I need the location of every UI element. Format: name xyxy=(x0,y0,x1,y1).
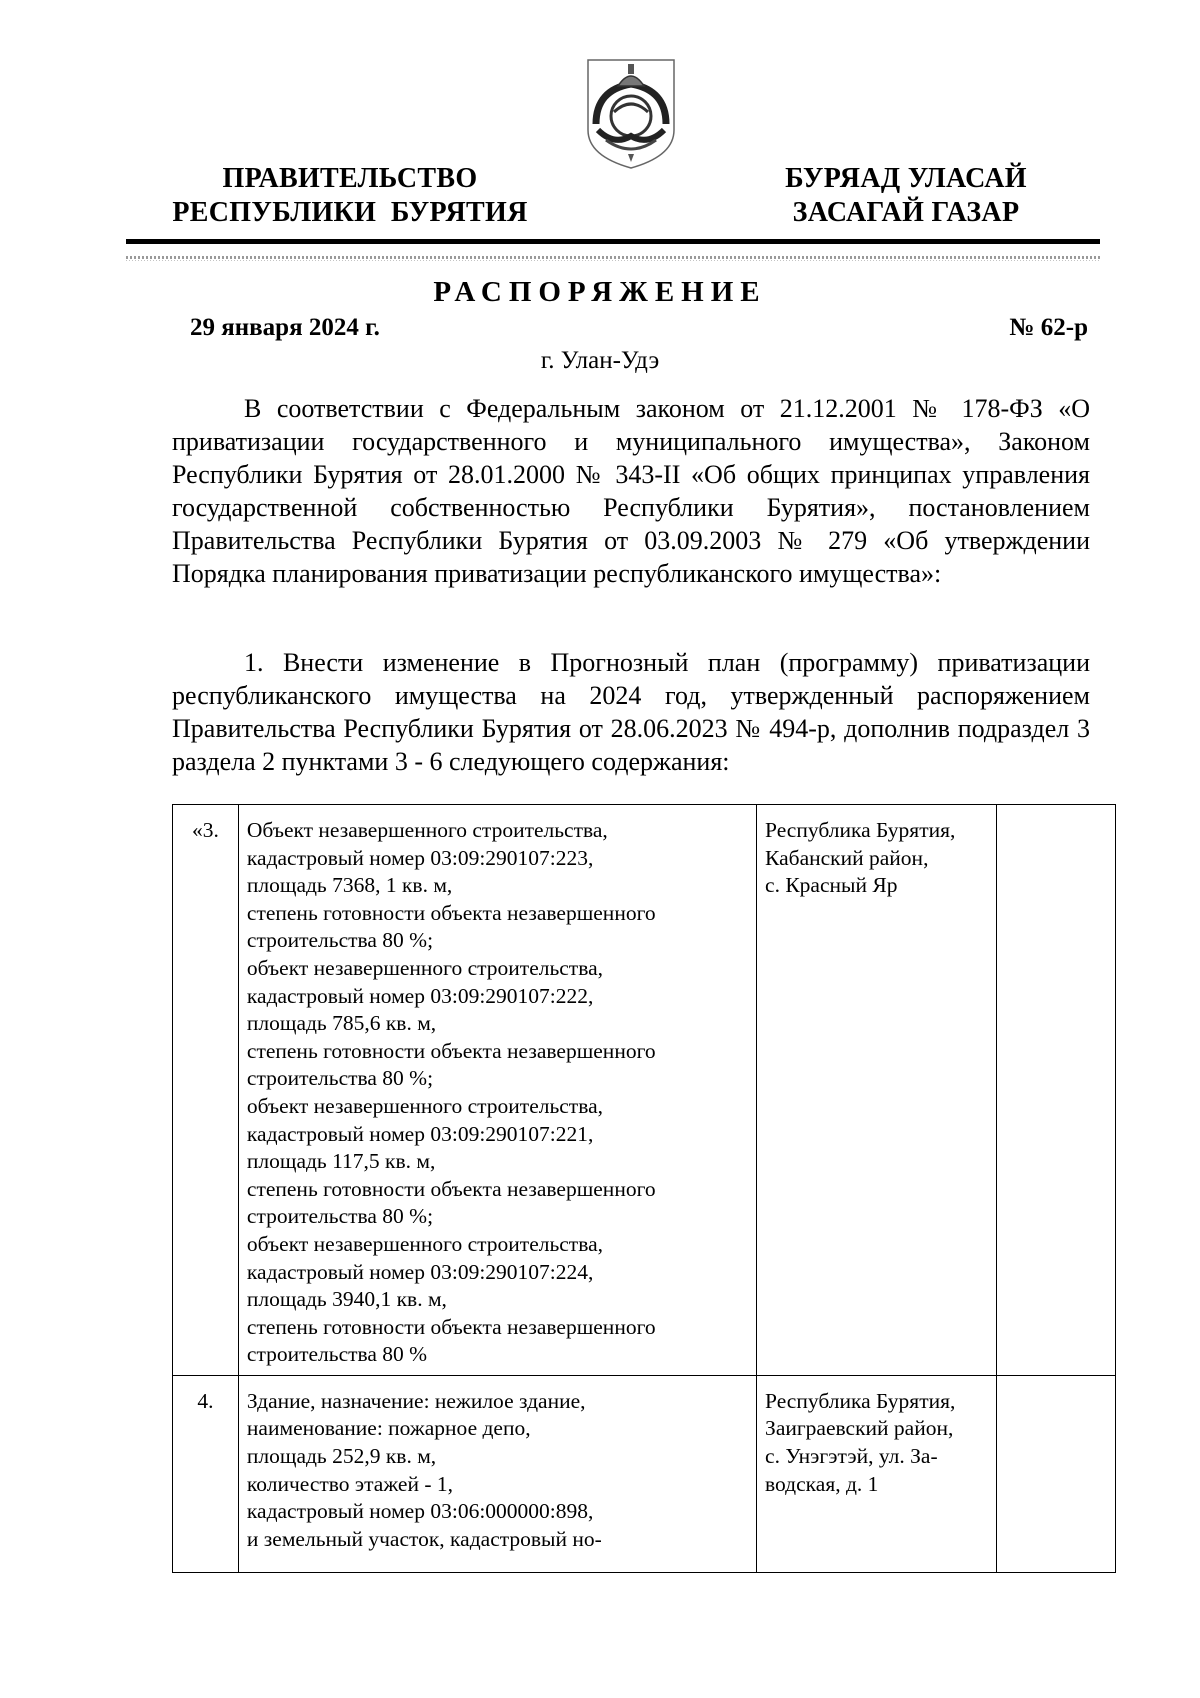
description-line: объект незавершенного строительства, xyxy=(246,1231,603,1256)
description-line: площадь 117,5 кв. м, xyxy=(246,1149,436,1174)
government-title-line2: РЕСПУБЛИКИ БУРЯТИЯ xyxy=(172,197,528,228)
description-line: строительства 80 %; xyxy=(246,1204,434,1229)
description-line: площадь 7368, 1 кв. м, xyxy=(246,873,453,898)
header-divider xyxy=(126,239,1100,244)
coat-of-arms-icon xyxy=(584,56,678,172)
table-row xyxy=(173,1375,1116,1572)
row-number: «3. xyxy=(173,805,239,1376)
description-line: и земельный участок, кадастровый но- xyxy=(246,1526,602,1551)
description-line: площадь 252,9 кв. м, xyxy=(246,1444,437,1469)
description-line: кадастровый номер 03:09:290107:224, xyxy=(246,1259,594,1284)
document-title: РАСПОРЯЖЕНИЕ xyxy=(433,276,767,308)
location-line: с. Красный Яр xyxy=(765,873,898,898)
document-number: № 62-р xyxy=(1009,314,1088,341)
description-line: кадастровый номер 03:09:290107:223, xyxy=(246,845,594,870)
description-line: кадастровый номер 03:09:290107:221, xyxy=(246,1121,594,1146)
description-line: объект незавершенного строительства, xyxy=(246,1093,603,1118)
government-title-buryat-line1: БУРЯАД УЛАСАЙ xyxy=(785,163,1027,194)
government-title-russian xyxy=(150,162,550,230)
document-date: 29 января 2024 г. xyxy=(190,314,380,341)
description-line: наименование: пожарное депо, xyxy=(246,1416,531,1441)
location-line: Кабанский район, xyxy=(765,845,929,870)
privatization-table xyxy=(172,804,1116,1573)
location-line: Республика Бурятия, xyxy=(765,1388,956,1413)
description-line: кадастровый номер 03:09:290107:222, xyxy=(246,983,594,1008)
header-dotted-divider-2 xyxy=(126,260,1100,261)
table-row xyxy=(173,805,1116,1376)
preamble-paragraph: В соответствии с Федеральным законом от 21.12.2001 № 178-ФЗ «О приватизации государственного и муниципального имущества», Законом Республики Бурятия от 28.01.2000 № 343-II «Об общих принципах управления государственной собственностью Республики Бурятия», постановлением Правительства Республики Бурятия от 03.09.2003 № 279 «Об утверждении Порядка планирования приватизации республиканского имущества»: xyxy=(172,394,1090,588)
description-line: строительства 80 %; xyxy=(246,928,434,953)
description-line: степень готовности объекта незавершенного xyxy=(246,1314,656,1339)
description-line: количество этажей - 1, xyxy=(246,1471,454,1496)
description-line: строительства 80 %; xyxy=(246,1066,434,1091)
object-location xyxy=(757,805,997,1376)
location-line: с. Унэгэтэй, ул. За- xyxy=(765,1444,938,1469)
object-description xyxy=(238,1375,756,1572)
object-note xyxy=(997,805,1116,1376)
header-dotted-divider xyxy=(126,256,1100,259)
description-line: степень готовности объекта незавершенного xyxy=(246,900,656,925)
clause-1-paragraph: 1. Внести изменение в Прогнозный план (программу) приватизации республиканского имущества на 2024 год, утвержденный распоряжением Правительства Республики Бурятия от 28.06.2023 № 494-р, дополнив подраздел 3 раздела 2 пунктами 3 - 6 следующего содержания: xyxy=(172,648,1090,776)
object-location xyxy=(757,1375,997,1572)
description-line: площадь 785,6 кв. м, xyxy=(246,1011,437,1036)
description-line: степень готовности объекта незавершенного xyxy=(246,1038,656,1063)
location-line: Заиграевский район, xyxy=(765,1416,954,1441)
description-line: Объект незавершенного строительства, xyxy=(246,818,608,842)
document-city: г. Улан-Удэ xyxy=(540,347,660,374)
location-line: Республика Бурятия, xyxy=(765,818,956,842)
description-line: Здание, назначение: нежилое здание, xyxy=(246,1388,586,1413)
description-line: строительства 80 % xyxy=(246,1342,428,1367)
location-line: водская, д. 1 xyxy=(765,1471,879,1496)
description-line: площадь 3940,1 кв. м, xyxy=(246,1287,447,1312)
object-note xyxy=(997,1375,1116,1572)
row-number: 4. xyxy=(173,1375,239,1572)
object-description xyxy=(238,805,756,1376)
government-title-line1: ПРАВИТЕЛЬСТВО xyxy=(222,163,478,194)
description-line: кадастровый номер 03:06:000000:898, xyxy=(246,1499,594,1524)
government-title-buryat-line2: ЗАСАГАЙ ГАЗАР xyxy=(792,197,1020,228)
description-line: объект незавершенного строительства, xyxy=(246,955,603,980)
description-line: степень готовности объекта незавершенного xyxy=(246,1176,656,1201)
government-title-buryat xyxy=(716,162,1096,230)
